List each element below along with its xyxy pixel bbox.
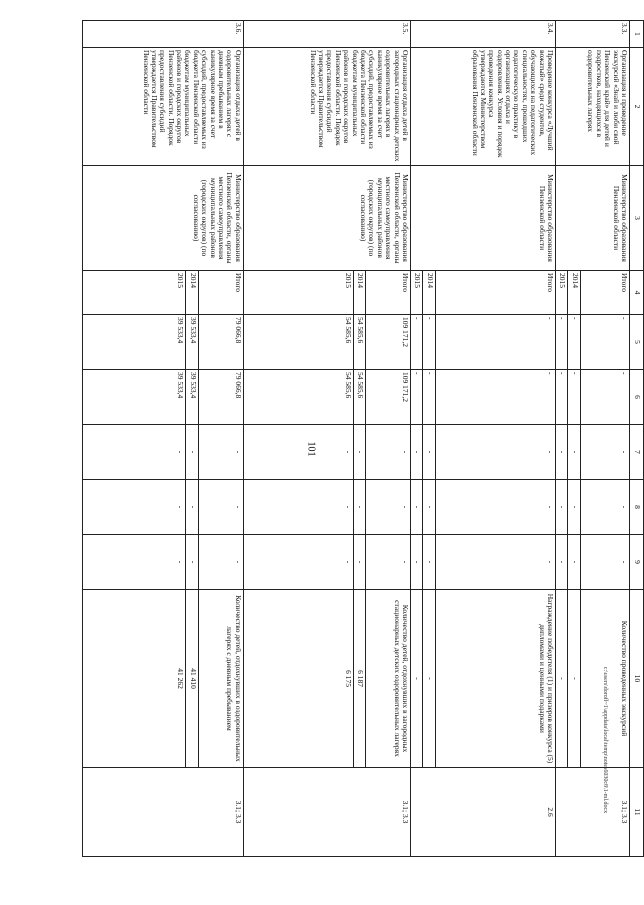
amount-cell: -	[353, 425, 365, 480]
amount-cell: 39 533,4	[186, 370, 198, 425]
year-cell: 2015	[83, 271, 186, 315]
amount-cell: 109 171,2	[365, 370, 410, 425]
amount-cell: 39 533,4	[186, 315, 198, 370]
indicator-cell: Количество детей, отдохнувших в оздоровительных лагерях с дневным пребыванием	[198, 590, 243, 768]
amount-cell: 79 066,8	[198, 315, 243, 370]
row-number-cell: 3.4.	[411, 21, 556, 48]
column-number-row	[630, 21, 644, 857]
executor-cell: Министерство образования Пензенской области, органы местного самоуправления муниципальных районов (городских округов) (по согласованию)	[243, 166, 410, 271]
amount-cell: -	[243, 535, 353, 590]
indicator-cell: Количество детей, отдохнувших в загородных стационарных детских оздоровительных лагерях	[365, 590, 410, 768]
indicator-value-cell: -	[411, 590, 423, 768]
indicator-value-cell: -	[556, 590, 568, 768]
amount-cell: -	[568, 480, 580, 535]
amount-cell: 54 585,6	[353, 315, 365, 370]
reference-cell: 3.1; 3.3	[243, 768, 410, 857]
column-number: 8	[630, 480, 644, 535]
year-cell: 2015	[243, 271, 353, 315]
amount-cell: -	[556, 315, 568, 370]
program-table	[82, 20, 644, 857]
row-number-cell: 3.6.	[83, 21, 244, 48]
indicator-value-cell: 41 262	[83, 590, 186, 768]
year-cell: 2014	[186, 271, 198, 315]
reference-cell: 3.1; 3.3	[83, 768, 244, 857]
amount-cell: -	[580, 425, 629, 480]
indicator-cell: Награждение победителя (1) и призеров конкурса (5) дипломами и ценными подарками	[435, 590, 556, 768]
amount-cell: -	[365, 425, 410, 480]
indicator-value-cell: 41 410	[186, 590, 198, 768]
amount-cell: -	[435, 370, 556, 425]
amount-cell: -	[198, 535, 243, 590]
indicator-value-cell: 6 187	[353, 590, 365, 768]
amount-cell: -	[353, 535, 365, 590]
amount-cell: -	[580, 535, 629, 590]
amount-cell: -	[198, 425, 243, 480]
program-table-frame	[82, 20, 644, 856]
amount-cell: -	[556, 535, 568, 590]
year-cell: 2015	[556, 271, 568, 315]
table-body	[83, 21, 644, 857]
column-number: 3	[630, 166, 644, 271]
amount-cell: -	[435, 315, 556, 370]
amount-cell: -	[423, 370, 435, 425]
amount-cell: -	[411, 370, 423, 425]
column-number: 7	[630, 425, 644, 480]
amount-cell: -	[580, 315, 629, 370]
amount-cell: 79 066,8	[198, 370, 243, 425]
amount-cell: -	[568, 315, 580, 370]
reference-cell: 2.6	[411, 768, 556, 857]
page-number-text: 101	[305, 441, 317, 457]
year-cell: Итого	[580, 271, 629, 315]
amount-cell: -	[186, 425, 198, 480]
amount-cell: -	[83, 425, 186, 480]
year-cell: Итого	[435, 271, 556, 315]
footer-file-path	[598, 640, 612, 840]
row-number-cell: 3.3.	[556, 21, 630, 48]
amount-cell: -	[423, 480, 435, 535]
indicator-value-cell: 6 175	[243, 590, 353, 768]
amount-cell: -	[198, 480, 243, 535]
measure-cell: Организация отдыха детей в загородных стационарных детских оздоровительных лагерях в каникулярное время за счет субсидий, предоставляемых из бюджета Пензенской области бюджетам муниципальных районов и городских округов Пензенской области. Порядок предоставления субсидий утверждается Правительством Пензенской области	[243, 48, 410, 166]
amount-cell: -	[83, 480, 186, 535]
amount-cell: -	[411, 425, 423, 480]
table-row	[435, 21, 556, 857]
amount-cell: -	[353, 480, 365, 535]
amount-cell: -	[580, 480, 629, 535]
amount-cell: -	[556, 425, 568, 480]
amount-cell: 109 171,2	[365, 315, 410, 370]
amount-cell: -	[365, 535, 410, 590]
amount-cell: -	[411, 480, 423, 535]
year-cell: Итого	[365, 271, 410, 315]
amount-cell: 39 533,4	[83, 315, 186, 370]
year-cell: Итого	[198, 271, 243, 315]
amount-cell: -	[556, 370, 568, 425]
amount-cell: -	[568, 370, 580, 425]
amount-cell: -	[423, 315, 435, 370]
year-cell: 2014	[423, 271, 435, 315]
amount-cell: -	[186, 535, 198, 590]
column-number: 1	[630, 21, 644, 48]
column-number: 11	[630, 768, 644, 857]
indicator-cell: Количество проведенных экскурсий	[580, 590, 629, 768]
amount-cell: -	[435, 480, 556, 535]
amount-cell: -	[83, 535, 186, 590]
executor-cell: Министерство образования Пензенской области	[556, 166, 630, 271]
year-cell: 2014	[353, 271, 365, 315]
column-number: 4	[630, 271, 644, 315]
amount-cell: 39 533,4	[83, 370, 186, 425]
table-row	[198, 21, 243, 857]
amount-cell: 54 585,6	[243, 315, 353, 370]
amount-cell: 54 585,6	[353, 370, 365, 425]
amount-cell: -	[568, 425, 580, 480]
amount-cell: -	[243, 480, 353, 535]
year-cell: 2014	[568, 271, 580, 315]
amount-cell: -	[365, 480, 410, 535]
measure-cell: Проведение конкурса «Лучший вожатый» среди студентов, обучающихся на педагогических специальностях, прошедших педагогическую практику в организациях отдыха и оздоровления. Условия и порядок проведения конкурса утверждаются Министерством образования Пензенской области	[411, 48, 556, 166]
column-number: 5	[630, 315, 644, 370]
column-number: 9	[630, 535, 644, 590]
year-cell: 2015	[411, 271, 423, 315]
indicator-value-cell: -	[423, 590, 435, 768]
amount-cell: -	[435, 425, 556, 480]
amount-cell: -	[423, 425, 435, 480]
reference-cell: 3.1; 3.3	[556, 768, 630, 857]
amount-cell: -	[435, 535, 556, 590]
amount-cell: -	[423, 535, 435, 590]
table-row	[365, 21, 410, 857]
column-number: 6	[630, 370, 644, 425]
amount-cell: 54 585,6	[243, 370, 353, 425]
amount-cell: -	[556, 480, 568, 535]
measure-cell: Организация и проведение экскурсий «Знай и люби свой Пензенский край» для детей и подростков, находящихся в оздоровительных лагерях	[556, 48, 630, 166]
amount-cell: -	[186, 480, 198, 535]
footer-file-path-text: c:\users\dorofl~1\appdata\local\temp\notes6030c8\1-ml.docx	[602, 666, 608, 814]
amount-cell: -	[243, 425, 353, 480]
amount-cell: -	[411, 535, 423, 590]
column-number: 10	[630, 590, 644, 768]
amount-cell: -	[411, 315, 423, 370]
indicator-value-cell: -	[568, 590, 580, 768]
executor-cell: Министерство образования Пензенской области, органы местного самоуправления муниципальных районов (городских округов) (по согласованию)	[83, 166, 244, 271]
row-number-cell: 3.5.	[243, 21, 410, 48]
executor-cell: Министерство образования Пензенской области	[411, 166, 556, 271]
measure-cell: Организация отдыха детей в оздоровительных лагерях с дневным пребыванием в каникулярное время за счет субсидий, предоставляемых из бюджета Пензенской области бюджетам муниципальных районов и городских округов Пензенской области. Порядок предоставления субсидий утверждается Правительством Пензенской области	[83, 48, 244, 166]
amount-cell: -	[580, 370, 629, 425]
amount-cell: -	[568, 535, 580, 590]
column-number: 2	[630, 48, 644, 166]
